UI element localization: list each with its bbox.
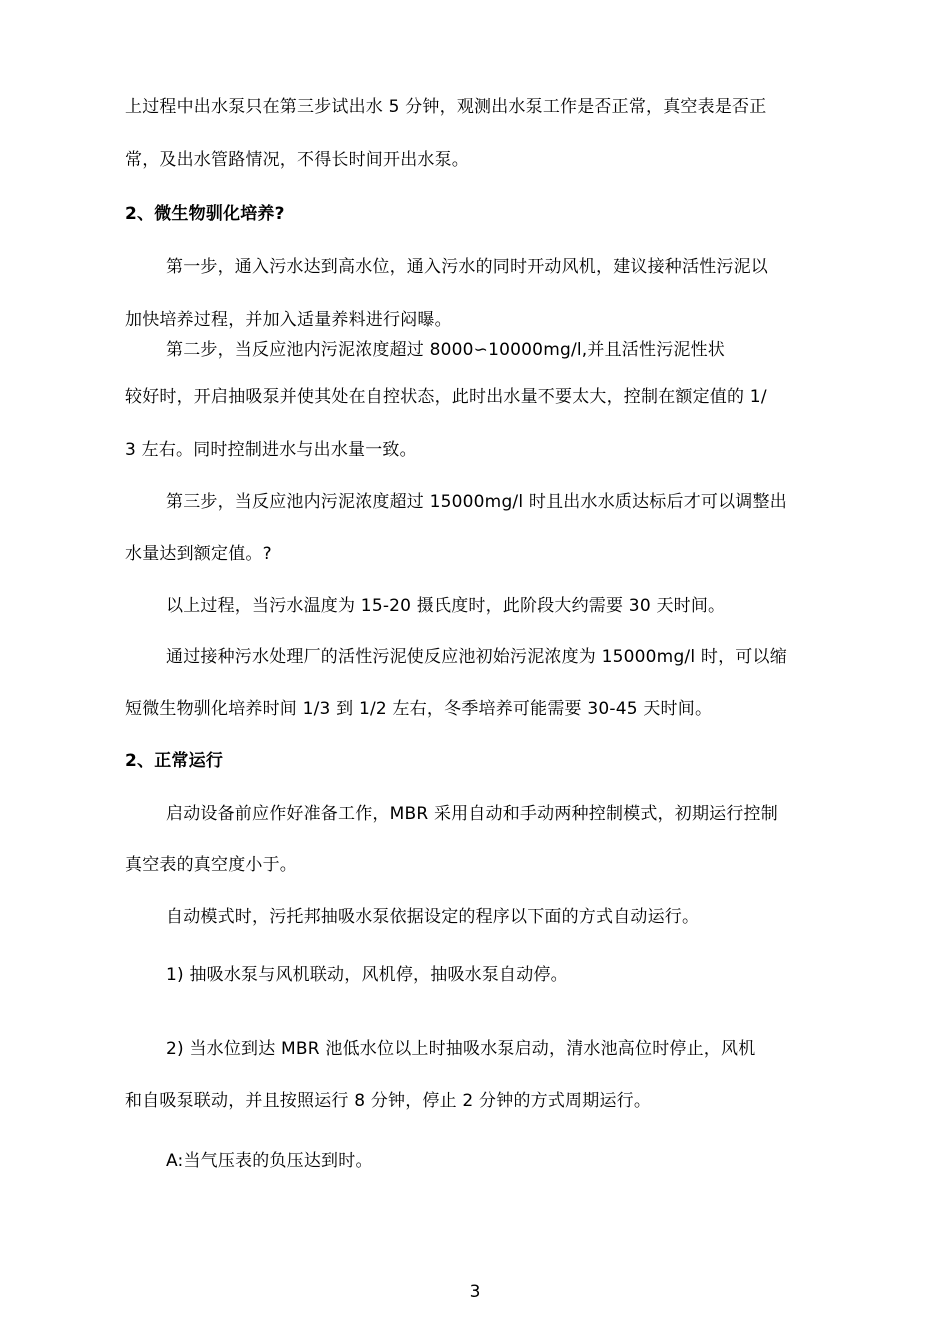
paragraph-line: 第一步，通入污水达到高水位，通入污水的同时开动风机，建议接种活性污泥以 bbox=[166, 257, 768, 277]
paragraph-line: 以上过程，当污水温度为 15-20 摄氏度时，此阶段大约需要 30 天时间。 bbox=[166, 596, 726, 616]
list-item: 1) 抽吸水泵与风机联动，风机停，抽吸水泵自动停。 bbox=[166, 965, 568, 985]
paragraph-line: 加快培养过程，并加入适量养料进行闷曝。 bbox=[125, 310, 452, 330]
section-heading: 2、正常运行 bbox=[125, 751, 224, 771]
paragraph-line: 常，及出水管路情况，不得长时间开出水泵。 bbox=[125, 150, 469, 170]
paragraph-line: 通过接种污水处理厂的活性污泥使反应池初始污泥浓度为 15000mg/l 时，可以缩 bbox=[166, 647, 787, 667]
paragraph-line: 第二步，当反应池内污泥浓度超过 8000∽10000mg/l,并且活性污泥性状 bbox=[166, 340, 725, 360]
paragraph-line: A:当气压表的负压达到时。 bbox=[166, 1151, 373, 1171]
paragraph-line: 第三步，当反应池内污泥浓度超过 15000mg/l 时且出水水质达标后才可以调整出 bbox=[166, 492, 787, 512]
paragraph-line: 水量达到额定值。? bbox=[125, 544, 272, 564]
paragraph-line: 短微生物驯化培养时间 1/3 到 1/2 左右，冬季培养可能需要 30-45 天时间。 bbox=[125, 699, 713, 719]
section-heading: 2、微生物驯化培养? bbox=[125, 204, 285, 224]
paragraph-line: 3 左右。同时控制进水与出水量一致。 bbox=[125, 440, 417, 460]
page-number: 3 bbox=[469, 1282, 481, 1302]
paragraph-line: 较好时，开启抽吸泵并使其处在自控状态，此时出水量不要太大，控制在额定值的 1/ bbox=[125, 387, 767, 407]
paragraph-line: 上过程中出水泵只在第三步试出水 5 分钟，观测出水泵工作是否正常，真空表是否正 bbox=[125, 97, 767, 117]
paragraph-line: 启动设备前应作好准备工作，MBR 采用自动和手动两种控制模式，初期运行控制 bbox=[166, 804, 778, 824]
paragraph-line: 自动模式时，污托邦抽吸水泵依据设定的程序以下面的方式自动运行。 bbox=[166, 907, 700, 927]
list-item: 2) 当水位到达 MBR 池低水位以上时抽吸水泵启动，清水池高位时停止，风机 bbox=[166, 1039, 756, 1059]
paragraph-line: 和自吸泵联动，并且按照运行 8 分钟，停止 2 分钟的方式周期运行。 bbox=[125, 1091, 652, 1111]
paragraph-line: 真空表的真空度小于。 bbox=[125, 855, 297, 875]
